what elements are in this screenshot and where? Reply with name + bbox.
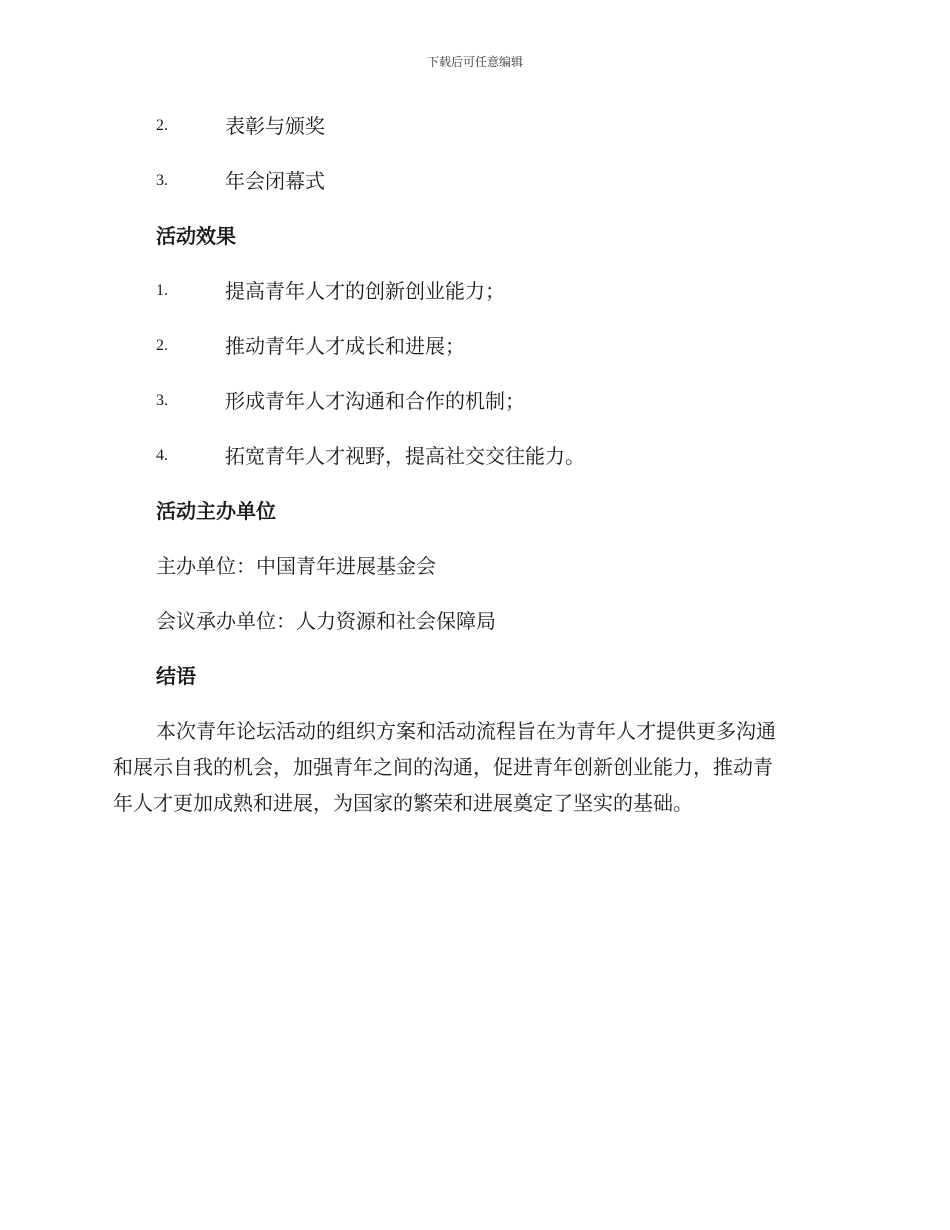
list-text: 形成青年人才沟通和合作的机制； [225,389,525,413]
list-number: 2. [156,337,168,354]
host-organizer: 主办单位：中国青年进展基金会 [156,554,436,578]
section-heading-effect: 活动效果 [156,224,236,248]
page-header: 下载后可任意编辑 [426,55,523,69]
list-item [0,328,950,383]
list-number: 2. [156,117,168,134]
list-item [0,438,950,493]
paragraph-line: 和展示自我的机会，加强青年之间的沟通，促进青年创新创业能力，推动青 [113,755,773,779]
list-text: 提高青年人才的创新创业能力； [225,279,505,303]
list-item [0,383,950,438]
co-host-organizer: 会议承办单位：人力资源和社会保障局 [156,609,496,633]
list-item [0,163,950,218]
section-heading-conclusion: 结语 [156,664,196,688]
list-text: 年会闭幕式 [225,169,325,193]
conclusion-paragraph [113,713,833,821]
section-heading-organizer: 活动主办单位 [156,499,276,523]
list-text: 表彰与颁奖 [225,114,325,138]
document-body [0,108,950,821]
paragraph-line: 本次青年论坛活动的组织方案和活动流程旨在为青年人才提供更多沟通 [156,719,776,743]
list-text: 拓宽青年人才视野，提高社交交往能力。 [225,444,585,468]
list-number: 1. [156,282,168,299]
list-number: 3. [156,172,168,189]
list-text: 推动青年人才成长和进展； [225,334,465,358]
list-item [0,108,950,163]
list-number: 4. [156,447,168,464]
list-item [0,273,950,328]
paragraph-line: 年人才更加成熟和进展，为国家的繁荣和进展奠定了坚实的基础。 [113,791,693,815]
list-number: 3. [156,392,168,409]
